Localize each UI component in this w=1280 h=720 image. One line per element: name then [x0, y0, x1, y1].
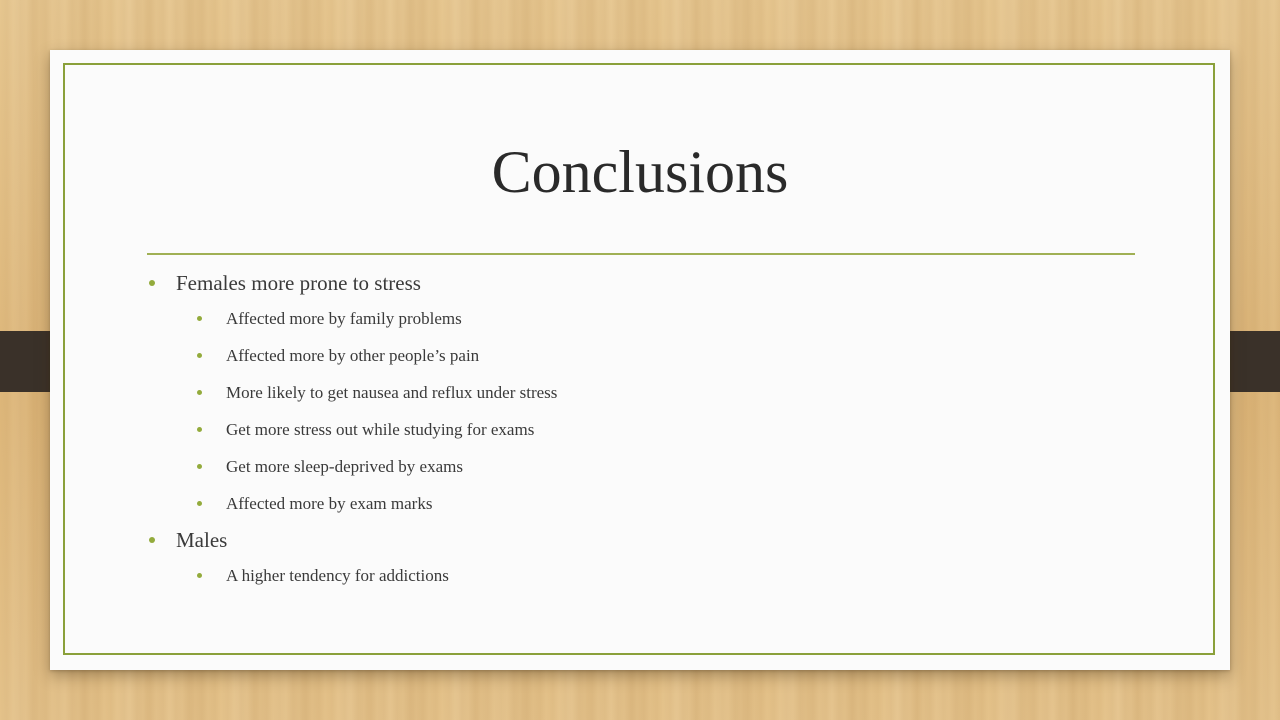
- sub-bullet-text: A higher tendency for addictions: [226, 566, 449, 585]
- bullet-dot-icon: [197, 390, 202, 395]
- bullet-text: Males: [176, 528, 228, 552]
- sub-bullet-item: [148, 383, 1048, 403]
- sub-bullet-text: Affected more by family problems: [226, 309, 462, 328]
- sub-bullet-item: [148, 420, 1048, 440]
- sub-bullet-item: [148, 457, 1048, 477]
- sub-bullet-text: Get more sleep-deprived by exams: [226, 457, 463, 476]
- bullet-dot-icon: [197, 573, 202, 578]
- sub-bullet-text: More likely to get nausea and reflux under stress: [226, 383, 558, 402]
- sub-bullet-item: [148, 309, 1048, 329]
- sub-bullet-item: [148, 494, 1048, 514]
- bullet-list: [148, 271, 1048, 586]
- bullet-item: [148, 528, 1048, 552]
- bullet-dot-icon: [197, 316, 202, 321]
- sub-bullet-item: [148, 566, 1048, 586]
- bullet-dot-icon: [197, 427, 202, 432]
- sub-bullet-text: Get more stress out while studying for exams: [226, 420, 535, 439]
- sub-bullet-item: [148, 346, 1048, 366]
- bullet-item: [148, 271, 1048, 295]
- title-divider: [147, 253, 1135, 255]
- bullet-text: Females more prone to stress: [176, 271, 421, 295]
- slide: [50, 50, 1230, 670]
- bullet-dot-icon: [149, 537, 155, 543]
- bullet-dot-icon: [197, 501, 202, 506]
- bullet-dot-icon: [149, 280, 155, 286]
- bullet-dot-icon: [197, 464, 202, 469]
- slide-title: Conclusions: [491, 139, 789, 205]
- sub-bullet-text: Affected more by other people’s pain: [226, 346, 480, 365]
- sub-bullet-text: Affected more by exam marks: [226, 494, 433, 513]
- bullet-dot-icon: [197, 353, 202, 358]
